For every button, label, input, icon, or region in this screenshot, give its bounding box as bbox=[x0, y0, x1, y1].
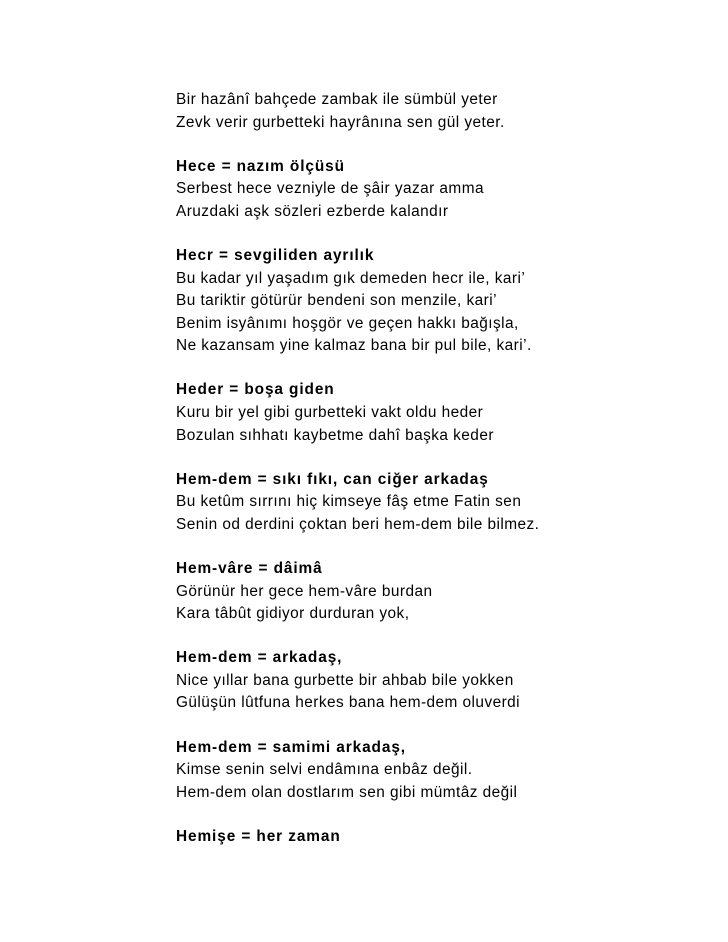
entry-hem-dem-2 bbox=[176, 647, 706, 715]
verse-line: Gülüşün lûtfuna herkes bana hem-dem oluverdi bbox=[176, 694, 521, 712]
verse-line: Benim isyânımı hoşgör ve geçen hakkı bağışla, bbox=[176, 314, 519, 332]
entry-heading: Heder = boşa giden bbox=[176, 381, 335, 399]
entry-heading: Hem-dem = samimi arkadaş, bbox=[176, 738, 406, 756]
verse-line: Bu kadar yıl yaşadım gık demeden hecr ile, kari’ bbox=[176, 269, 526, 287]
entry-heading: Hem-dem = sıkı fıkı, can ciğer arkadaş bbox=[176, 470, 489, 488]
entry-heading: Hem-vâre = dâimâ bbox=[176, 560, 323, 577]
verse-line: Bu tariktir götürür bendeni son menzile, kari’ bbox=[176, 292, 497, 310]
verse-line: Kara tâbût gidiyor durduran yok, bbox=[176, 605, 410, 623]
verse-line: Kimse senin selvi endâmına enbâz değil. bbox=[176, 761, 473, 779]
entry-heading: Hem-dem = arkadaş, bbox=[176, 649, 343, 667]
entry-hemise bbox=[176, 826, 706, 849]
entry-heading: Hece = nazım ölçüsü bbox=[176, 157, 345, 175]
entry-heading: Hecr = sevgiliden ayrılık bbox=[176, 246, 375, 264]
verse-line: Bir hazânî bahçede zambak ile sümbül yeter bbox=[176, 91, 498, 108]
verse-line: Hem-dem olan dostlarım sen gibi mümtâz değil bbox=[176, 783, 518, 801]
verse-line: Kuru bir yel gibi gurbetteki vakt oldu heder bbox=[176, 404, 484, 422]
entry-hecr bbox=[176, 245, 706, 358]
entry-hece bbox=[176, 156, 706, 224]
entry-hem-dem-1 bbox=[176, 469, 706, 537]
verse-line: Serbest hece vezniyle de şâir yazar amma bbox=[176, 180, 484, 198]
entry-heading: Hemişe = her zaman bbox=[176, 827, 341, 845]
verse-line: Zevk verir gurbetteki hayrânına sen gül yeter. bbox=[176, 113, 505, 131]
verse-line: Senin od derdini çoktan beri hem-dem bile bilmez. bbox=[176, 515, 540, 533]
entry-hem-vare bbox=[176, 558, 706, 626]
verse-line: Görünür her gece hem-vâre burdan bbox=[176, 582, 433, 600]
document-page bbox=[176, 89, 706, 870]
verse-block-intro bbox=[176, 89, 706, 134]
verse-line: Ne kazansam yine kalmaz bana bir pul bile, kari’. bbox=[176, 337, 532, 355]
entry-heder bbox=[176, 379, 706, 447]
verse-line: Bozulan sıhhatı kaybetme dahî başka keder bbox=[176, 426, 494, 444]
verse-line: Nice yıllar bana gurbette bir ahbab bile yokken bbox=[176, 671, 514, 689]
entry-hem-dem-3 bbox=[176, 737, 706, 805]
verse-line: Bu ketûm sırrını hiç kimseye fâş etme Fatin sen bbox=[176, 493, 522, 511]
verse-line: Aruzdaki aşk sözleri ezberde kalandır bbox=[176, 202, 449, 220]
